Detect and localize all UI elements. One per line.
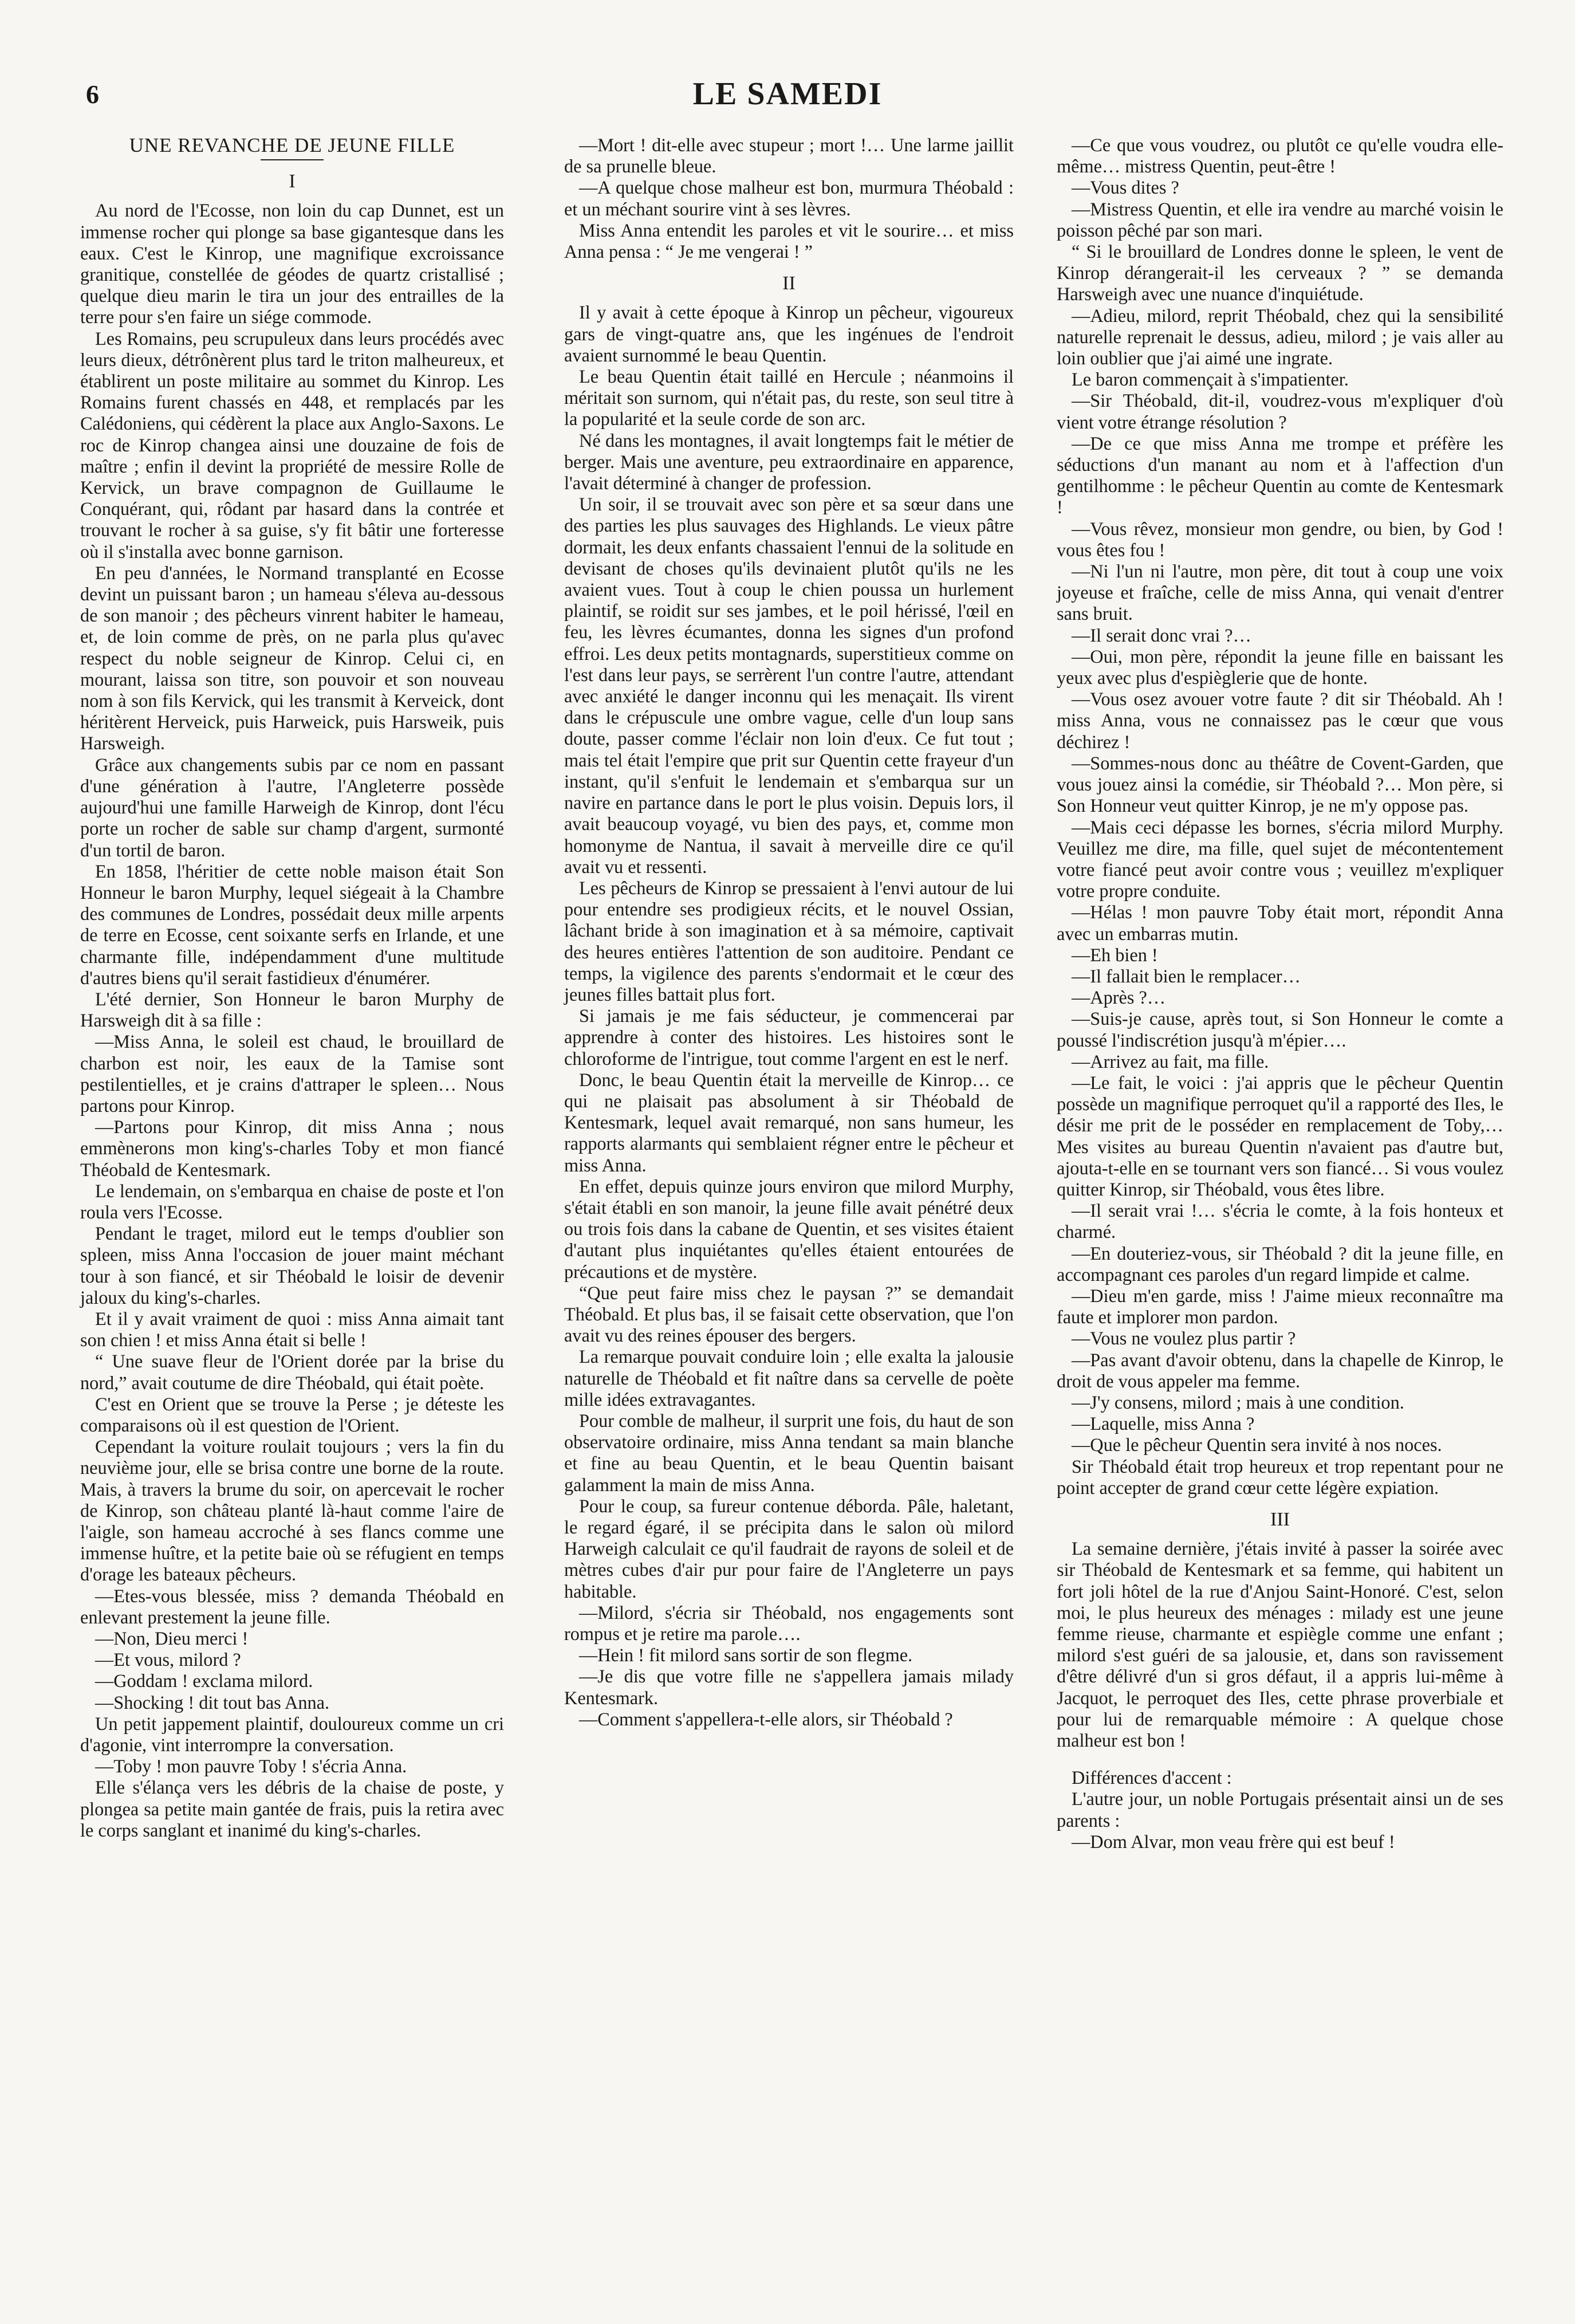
paragraph: “ Une suave fleur de l'Orient dorée par la brise du nord,” avait coutume de dire Théobald, qui était poète. bbox=[80, 1351, 504, 1393]
paragraph: En 1858, l'héritier de cette noble maison était Son Honneur le baron Murphy, lequel siégeait à la Chambre des communes de Londres, possédait deux mille arpents de terre en Ecosse, cent soixante serfs en Irlande, et une charmante fille, indépendamment d'une multitude d'autres biens qu'il serait fastidieux d'énumérer. bbox=[80, 860, 504, 988]
paragraph: —Il serait vrai !… s'écria le comte, à la fois honteux et charmé. bbox=[1057, 1200, 1503, 1242]
paragraph: —Toby ! mon pauvre Toby ! s'écria Anna. bbox=[95, 1756, 407, 1777]
paragraph: —Goddam ! exclama milord. bbox=[95, 1670, 313, 1692]
article-title: UNE REVANCHE DE JEUNE FILLE bbox=[129, 134, 455, 156]
column-3-text-a bbox=[1057, 135, 1503, 1499]
paragraph: —Milord, s'écria sir Théobald, nos engagements sont rompus et je retire ma parole…. bbox=[564, 1602, 1014, 1645]
paragraph: L'autre jour, un noble Portugais présentait ainsi un de ses parents : bbox=[1057, 1788, 1503, 1831]
paragraph: —Partons pour Kinrop, dit miss Anna ; nous emmènerons mon king's-charles Toby et mon fiancé Théobald de Kentesmark. bbox=[80, 1116, 504, 1180]
paragraph: —Eh bien ! bbox=[1072, 944, 1158, 965]
paragraph: La semaine dernière, j'étais invité à passer la soirée avec sir Théobald de Kentesmark et sa femme, qui habitent un fort joli hôtel de la rue d'Anjou Saint-Honoré. C'est, selon moi, le plus heureux des ménages : milady est une jeune femme rieuse, charmante et espiègle comme une enfant ; milord s'est guéri de sa jalousie, et, dans son ravissement d'être délivré d'un si gros défaut, il a appris lui-même à Jacquot, le perroquet des Iles, cette phrase proverbiale et pour lui de remarquable mémoire : A quelque chose malheur est bon ! bbox=[1057, 1538, 1503, 1751]
paragraph: —En douteriez-vous, sir Théobald ? dit la jeune fille, en accompagnant ces paroles d'un regard limpide et calme. bbox=[1057, 1242, 1503, 1285]
section-heading-1: I bbox=[289, 171, 296, 192]
paragraph: —Vous rêvez, monsieur mon gendre, ou bien, by God ! vous êtes fou ! bbox=[1057, 518, 1503, 560]
paragraph: —Etes-vous blessée, miss ? demanda Théobald en enlevant prestement la jeune fille. bbox=[80, 1585, 504, 1627]
column-2-text-a bbox=[564, 135, 1014, 262]
paragraph: Au nord de l'Ecosse, non loin du cap Dunnet, est un immense rocher qui plonge sa base gigantesque dans les eaux. C'est le Kinrop, une magnifique excroissance granitique, constellée de géodes de quartz cristallisé ; quelque dieu marin le tira un jour des entrailles de la terre pour s'en faire un siége commode. bbox=[80, 200, 504, 328]
paragraph: —Il fallait bien le remplacer… bbox=[1072, 965, 1301, 986]
paragraph: —Le fait, le voici : j'ai appris que le pêcheur Quentin possède un magnifique perroquet qu'il a rapporté des Iles, le désir me prit de le posséder en remplacement de Toby,… Mes visites au bureau Quentin n'avaient pas d'autre but, ajouta-t-elle en se tournant vers son fiancé… Si vous voulez quitter Kinrop, sir Théobald, vous êtes libre. bbox=[1057, 1072, 1503, 1200]
paragraph: Né dans les montagnes, il avait longtemps fait le métier de berger. Mais une aventure, peu extraordinaire en apparence, l'avait déterminé à changer de profession. bbox=[564, 430, 1014, 494]
paragraph: —Hein ! fit milord sans sortir de son flegme. bbox=[579, 1645, 913, 1666]
paragraph: Grâce aux changements subis par ce nom en passant d'une génération à l'autre, l'Angleterre possède aujourd'hui une famille Harweigh de Kinrop, dont l'écu porte un rocher de sable sur champ d'argent, surmonté d'un tortil de baron. bbox=[80, 754, 504, 860]
column-3 bbox=[1057, 135, 1503, 1853]
paragraph: —Adieu, milord, reprit Théobald, chez qui la sensibilité naturelle reprenait le dessus, adieu, milord ; je vais aller au loin oublier que j'ai aimé une ingrate. bbox=[1057, 305, 1503, 369]
paragraph: Un soir, il se trouvait avec son père et sa sœur dans une des parties les plus sauvages des Highlands. Le vieux pâtre dormait, les deux enfants chassaient l'ennui de la solitude en devisant de choses qu'ils devinaient plutôt qu'ils ne les avaient vues. Tout à coup le chien poussa un hurlement plaintif, se roidit sur ses jambes, et le poil hérissé, l'œil en feu, les lèvres écumantes, donna les signes d'un profond effroi. Les deux petits montagnards, superstitieux comme on l'est dans leur pays, se serrèrent l'un contre l'autre, attendant avec anxiété le danger inconnu qui les menaçait. Ils virent dans le crépuscule une ombre vague, celle d'un loup sans doute, passer comme l'éclair non loin d'eux. Ce fut tout ; mais tel était l'empire que prit sur Quentin cette frayeur d'un instant, qu'il s'enfuit le lendemain et s'embarqua sur un navire en partance dans le port le plus voisin. Depuis lors, il avait beaucoup voyagé, vu bien des pays, et, comme mon homonyme de Nantua, il savait à merveille dire ce qu'il avait vu et ressenti. bbox=[564, 494, 1014, 877]
paragraph: Elle s'élança vers les débris de la chaise de poste, y plongea sa petite main gantée de frais, puis la retira avec le corps sanglant et inanimé du king's-charles. bbox=[80, 1777, 504, 1841]
paragraph: Miss Anna entendit les paroles et vit le sourire… et miss Anna pensa : “ Je me vengerai ! ” bbox=[564, 219, 1014, 262]
paragraph: —Je dis que votre fille ne s'appellera jamais milady Kentesmark. bbox=[564, 1666, 1014, 1708]
paragraph: —Miss Anna, le soleil est chaud, le brouillard de charbon est noir, les eaux de la Tamise sont pestilentielles, et je crains d'attraper le spleen… Nous partons pour Kinrop. bbox=[80, 1031, 504, 1116]
paragraph: —Pas avant d'avoir obtenu, dans la chapelle de Kinrop, le droit de vous appeler ma femme. bbox=[1057, 1349, 1503, 1391]
paragraph: —Vous osez avouer votre faute ? dit sir Théobald. Ah ! miss Anna, vous ne connaissez pas le cœur que vous déchirez ! bbox=[1057, 689, 1503, 752]
section-heading-2: II bbox=[782, 273, 796, 294]
paragraph: Différences d'accent : bbox=[1072, 1767, 1232, 1788]
paragraph: —Sommes-nous donc au théâtre de Covent-Garden, que vous jouez ainsi la comédie, sir Théobald ?… Mon père, si Son Honneur veut quitter Kinrop, je ne m'y oppose pas. bbox=[1057, 752, 1503, 816]
spacer bbox=[1057, 1751, 1503, 1767]
paragraph: —Comment s'appellera-t-elle alors, sir Théobald ? bbox=[579, 1708, 953, 1729]
paragraph: —De ce que miss Anna me trompe et préfère les séductions d'un manant au nom et à l'affection d'un gentilhomme : le pêcheur Quentin au comte de Kentesmark ! bbox=[1057, 432, 1503, 518]
paragraph: —J'y consens, milord ; mais à une condition. bbox=[1072, 1391, 1404, 1413]
paragraph: —Ni l'un ni l'autre, mon père, dit tout à coup une voix joyeuse et fraîche, celle de miss Anna, qui venait d'entrer sans bruit. bbox=[1057, 561, 1503, 624]
column-1-text bbox=[80, 200, 504, 1841]
paragraph: —Mais ceci dépasse les bornes, s'écria milord Murphy. Veuillez me dire, ma fille, quel sujet de mécontentement votre fiancé peut avoir contre vous ; veuillez m'expliquer votre propre conduite. bbox=[1057, 816, 1503, 902]
column-1 bbox=[80, 135, 504, 1841]
column-3-text-c bbox=[1057, 1767, 1503, 1853]
paragraph: Pour comble de malheur, il surprit une fois, du haut de son observatoire ordinaire, miss Anna tendant sa main blanche et fine au beau Quentin, et le beau Quentin baisant galamment la main de miss Anna. bbox=[564, 1410, 1014, 1495]
section-heading-3: III bbox=[1270, 1509, 1290, 1530]
paragraph: —Il serait donc vrai ?… bbox=[1072, 624, 1251, 646]
paragraph: Donc, le beau Quentin était la merveille de Kinrop… ce qui ne plaisait pas absolument à sir Théobald de Kentesmark, lequel avait remarqué, non sans humeur, les rapports alarmants qui semblaient régner entre le pêcheur et miss Anna. bbox=[564, 1069, 1014, 1175]
paragraph: Cependant la voiture roulait toujours ; vers la fin du neuvième jour, elle se brisa contre une borne de la route. Mais, à travers la brume du soir, on apercevait le rocher de Kinrop, son château planté là-haut comme l'aire de l'aigle, son hameau accroché à ses flancs comme une immense huître, et la petite baie où se réfugient en temps d'orage les bateaux pêcheurs. bbox=[80, 1436, 504, 1585]
paragraph: —Hélas ! mon pauvre Toby était mort, répondit Anna avec un embarras mutin. bbox=[1057, 902, 1503, 944]
paragraph: C'est en Orient que se trouve la Perse ; je déteste les comparaisons où il est question de l'Orient. bbox=[80, 1393, 504, 1436]
title-rule bbox=[261, 159, 324, 160]
journal-title: LE SAMEDI bbox=[692, 76, 883, 112]
paragraph: —A quelque chose malheur est bon, murmura Théobald : et un méchant sourire vint à ses lèvres. bbox=[564, 177, 1014, 219]
paragraph: Si jamais je me fais séducteur, je commencerai par apprendre à conter des histoires. Les histoires sont le chloroforme de l'intrigue, tout comme l'argent en est le nerf. bbox=[564, 1005, 1014, 1069]
page-number: 6 bbox=[86, 80, 99, 109]
paragraph: Pendant le traget, milord eut le temps d'oublier son spleen, miss Anna l'occasion de jouer maint méchant tour à son fiancé, et sir Théobald le loisir de devenir jaloux du king's-charles. bbox=[80, 1223, 504, 1308]
paragraph: —Que le pêcheur Quentin sera invité à nos noces. bbox=[1072, 1434, 1442, 1456]
paragraph: —Après ?… bbox=[1072, 987, 1166, 1008]
paragraph: Les pêcheurs de Kinrop se pressaient à l'envi autour de lui pour entendre ses prodigieux récits, et le nouvel Ossian, lâchant bride à son imagination et à sa mémoire, captivait des heures entières l'attention de son auditoire. Pendant ce temps, la vigilence des parents s'endormait et le cœur des jeunes filles battait plus fort. bbox=[564, 877, 1014, 1005]
paragraph: En effet, depuis quinze jours environ que milord Murphy, s'était établi en son manoir, la jeune fille avait pénétré deux ou trois fois dans la cabane de Quentin, et ses visites étaient d'autant plus inquiétantes qu'elles étaient entourées de précautions et de mystère. bbox=[564, 1175, 1014, 1282]
paragraph: —Et vous, milord ? bbox=[95, 1649, 241, 1670]
paragraph: Le baron commençait à s'impatienter. bbox=[1072, 369, 1349, 390]
paragraph: —Shocking ! dit tout bas Anna. bbox=[95, 1692, 330, 1713]
paragraph: —Non, Dieu merci ! bbox=[95, 1628, 249, 1649]
column-2-text-b bbox=[564, 302, 1014, 1730]
paragraph: —Mort ! dit-elle avec stupeur ; mort !… Une larme jaillit de sa prunelle bleue. bbox=[564, 135, 1014, 177]
paragraph: —Dom Alvar, mon veau frère qui est beuf ! bbox=[1072, 1831, 1395, 1852]
paragraph: Et il y avait vraiment de quoi : miss Anna aimait tant son chien ! et miss Anna était si belle ! bbox=[80, 1308, 504, 1351]
paragraph: —Dieu m'en garde, miss ! J'aime mieux reconnaître ma faute et implorer mon pardon. bbox=[1057, 1285, 1503, 1328]
paragraph: Il y avait à cette époque à Kinrop un pêcheur, vigoureux gars de vingt-quatre ans, que les ingénues de l'endroit avaient surnommé le beau Quentin. bbox=[564, 302, 1014, 365]
paragraph: Le beau Quentin était taillé en Hercule ; néanmoins il méritait son surnom, qui n'était pas, du reste, son seul titre à la popularité et la seule corde de son arc. bbox=[564, 366, 1014, 430]
paragraph: —Laquelle, miss Anna ? bbox=[1072, 1413, 1255, 1434]
paragraph: —Ce que vous voudrez, ou plutôt ce qu'elle voudra elle-même… mistress Quentin, peut-être ! bbox=[1057, 135, 1503, 177]
paragraph: L'été dernier, Son Honneur le baron Murphy de Harsweigh dit à sa fille : bbox=[80, 988, 504, 1031]
paragraph: —Vous dites ? bbox=[1072, 177, 1179, 198]
paragraph: —Arrivez au fait, ma fille. bbox=[1072, 1051, 1269, 1072]
paragraph: Les Romains, peu scrupuleux dans leurs procédés avec leurs dieux, détrônèrent plus tard le triton malheureux, et établirent un poste militaire au sommet du Kinrop. Les Romains furent chassés en 448, et remplacés par les Calédoniens, qui cédèrent la place aux Anglo-Saxons. Le roc de Kinrop changea ainsi une douzaine de fois de maître ; enfin il devint la propriété de messire Rolle de Kervick, un brave compagnon de Guillaume le Conquérant, qui, rôdant par hasard dans la contrée et trouvant le rocher à sa guise, s'y fit bâtir une forteresse où il s'installa avec bonne garnison. bbox=[80, 328, 504, 562]
column-2 bbox=[564, 135, 1014, 1730]
paragraph: —Vous ne voulez plus partir ? bbox=[1072, 1328, 1296, 1349]
paragraph: Pour le coup, sa fureur contenue déborda. Pâle, haletant, le regard égaré, il se précipita dans le salon où milord Harweigh calculait ce qu'il faudrait de rayons de soleil et de mètres cubes d'air pur pour faire de l'Angleterre un pays habitable. bbox=[564, 1495, 1014, 1602]
paragraph: En peu d'années, le Normand transplanté en Ecosse devint un puissant baron ; un hameau s'éleva au-dessous de son manoir ; des pêcheurs vinrent habiter le hameau, et, de loin comme de près, on ne parla plus qu'avec respect du noble seigneur de Kinrop. Celui ci, en mourant, laissa son titre, son pouvoir et son nouveau nom à son fils Kervick, qui les transmit à Kerveick, dont héritèrent Herveick, puis Harweick, puis Harsweik, puis Harsweigh. bbox=[80, 562, 504, 754]
paragraph: “ Si le brouillard de Londres donne le spleen, le vent de Kinrop dérangerait-il les cerveaux ? ” se demanda Harsweigh avec une nuance d'inquiétude. bbox=[1057, 241, 1503, 305]
paragraph: Sir Théobald était trop heureux et trop repentant pour ne point accepter de grand cœur cette légère expiation. bbox=[1057, 1456, 1503, 1498]
paragraph: —Oui, mon père, répondit la jeune fille en baissant les yeux avec plus d'espièglerie que de honte. bbox=[1057, 646, 1503, 689]
paragraph: La remarque pouvait conduire loin ; elle exalta la jalousie naturelle de Théobald et fit naître dans sa cervelle de poète mille idées extravagantes. bbox=[564, 1346, 1014, 1410]
paragraph: “Que peut faire miss chez le paysan ?” se demandait Théobald. Et plus bas, il se faisait cette observation, que l'on avait vu des reines épouser des bergers. bbox=[564, 1282, 1014, 1346]
paragraph: —Sir Théobald, dit-il, voudrez-vous m'expliquer d'où vient votre étrange résolution ? bbox=[1057, 390, 1503, 432]
paragraph: Le lendemain, on s'embarqua en chaise de poste et l'on roula vers l'Ecosse. bbox=[80, 1180, 504, 1222]
paragraph: —Mistress Quentin, et elle ira vendre au marché voisin le poisson pêché par son mari. bbox=[1057, 198, 1503, 241]
paragraph: Un petit jappement plaintif, douloureux comme un cri d'agonie, vint interrompre la conversation. bbox=[80, 1713, 504, 1756]
paragraph: —Suis-je cause, après tout, si Son Honneur le comte a poussé l'indiscrétion jusqu'à m'épier…. bbox=[1057, 1008, 1503, 1051]
column-3-text-b bbox=[1057, 1538, 1503, 1751]
